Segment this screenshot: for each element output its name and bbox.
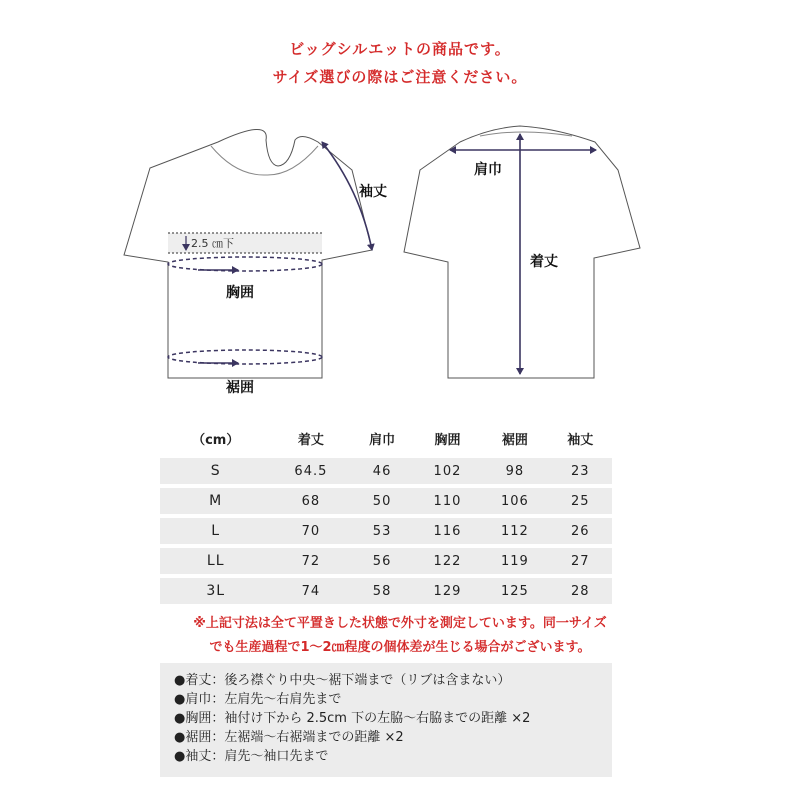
table-cell: 64.5	[271, 458, 350, 484]
table-cell: 28	[549, 578, 612, 604]
table-cell: 129	[414, 578, 481, 604]
table-cell: 112	[481, 518, 548, 544]
definition-hem: ●裾囲：左裾端～右裾端までの距離 ×2	[174, 730, 404, 745]
table-cell: 119	[481, 548, 548, 574]
length-label: 着丈	[530, 254, 558, 270]
table-cell: 116	[414, 518, 481, 544]
table-cell: 26	[549, 518, 612, 544]
table-cell: 23	[549, 458, 612, 484]
size-cell: 3L	[160, 578, 271, 604]
table-row	[160, 458, 612, 484]
header-sleeve: 袖丈	[567, 432, 594, 448]
chest-label: 胸囲	[226, 285, 254, 301]
table-cell: 25	[549, 488, 612, 514]
measurement-note-line-1: ※上記寸法は全て平置きした状態で外寸を測定しています。同一サイズ	[193, 616, 607, 631]
header-length: 着丈	[297, 432, 324, 448]
offset-label: 2.5 ㎝下	[191, 237, 234, 250]
table-cell: 125	[481, 578, 548, 604]
notice-line-2: サイズ選びの際はご注意ください。	[272, 68, 528, 86]
back-tshirt	[404, 126, 640, 378]
table-row	[160, 548, 612, 574]
header-shoulder: 肩巾	[369, 432, 396, 448]
size-cell: M	[160, 488, 271, 514]
header-unit: （cm）	[192, 432, 240, 448]
table-cell: 53	[350, 518, 413, 544]
definition-chest: ●胸囲：袖付け下から 2.5cm 下の左脇～右脇までの距離 ×2	[174, 711, 531, 726]
size-cell: S	[160, 458, 271, 484]
table-cell: 68	[271, 488, 350, 514]
size-table	[160, 418, 612, 608]
definition-sleeve: ●袖丈：肩先～袖口先まで	[174, 749, 329, 764]
hem-label: 裾囲	[226, 380, 254, 396]
size-cell: LL	[160, 548, 271, 574]
size-table-header	[160, 422, 612, 454]
sleeve-label: 袖丈	[359, 184, 387, 200]
table-cell: 46	[350, 458, 413, 484]
table-cell: 50	[350, 488, 413, 514]
table-cell: 102	[414, 458, 481, 484]
measurement-note-line-2: でも生産過程で1～2㎝程度の個体差が生じる場合がございます。	[209, 640, 591, 655]
shoulder-label: 肩巾	[474, 162, 502, 178]
definition-length: ●着丈：後ろ襟ぐり中央～裾下端まで（リブは含まない）	[174, 673, 511, 688]
table-cell: 58	[350, 578, 413, 604]
table-cell: 98	[481, 458, 548, 484]
table-row	[160, 488, 612, 514]
table-cell: 27	[549, 548, 612, 574]
table-cell: 106	[481, 488, 548, 514]
size-cell: L	[160, 518, 271, 544]
table-cell: 70	[271, 518, 350, 544]
front-tshirt	[124, 129, 387, 396]
table-cell: 74	[271, 578, 350, 604]
table-cell: 72	[271, 548, 350, 574]
table-cell: 110	[414, 488, 481, 514]
definition-shoulder: ●肩巾：左肩先～右肩先まで	[174, 692, 342, 707]
table-row	[160, 578, 612, 604]
notice-line-1: ビッグシルエットの商品です。	[289, 40, 511, 58]
table-row	[160, 518, 612, 544]
definitions-box	[160, 663, 612, 777]
header-hem: 裾囲	[501, 432, 528, 448]
header-chest: 胸囲	[434, 432, 461, 448]
table-cell: 122	[414, 548, 481, 574]
table-cell: 56	[350, 548, 413, 574]
